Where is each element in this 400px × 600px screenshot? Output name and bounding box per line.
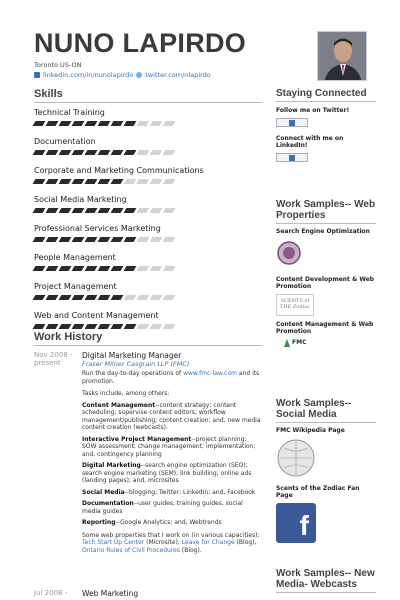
skill-level-segment [150,150,163,155]
skill-level-segment [137,179,150,184]
skill-level-segment [46,121,59,126]
task-item: Documentation--user guides, training guides, social media guides [82,500,243,515]
skill-name: People Management [34,253,116,262]
task-item: Digital Marketing--search engine optimization (SEO); search engine marketing (SEM); link building; online ads (landing pages); and, microsites [82,462,252,484]
task-list [82,402,262,527]
task-item: Social Media--blogging; Twitter; LinkedIn; and, Facebook [82,488,256,496]
property-link[interactable]: Leave for Change [181,539,235,546]
skill-level-segment [72,179,85,184]
web-properties-section [276,199,376,347]
skill-level-segment [150,295,163,300]
skill-level-segment [33,179,46,184]
skill-item [34,108,262,126]
skill-level-segment [98,324,111,329]
twitter-icon [289,120,295,126]
skill-level-bar [34,295,262,300]
skill-level-segment [124,266,137,271]
profile-photo [317,31,367,81]
skills-section [34,88,262,103]
linkedin-icon [34,72,40,78]
linkedin-icon [289,155,295,161]
skill-item [34,253,262,271]
wikipedia-globe-icon[interactable] [276,438,376,482]
skill-level-segment [98,237,111,242]
skill-level-bar [34,208,262,213]
skill-level-segment [59,121,72,126]
property-link[interactable]: Ontario Rules of Civil Procedures [82,546,180,554]
social-media-section [276,398,376,543]
skill-name: Social Media Marketing [34,195,127,204]
job-description [82,589,262,598]
job-intro: Run the day-to-day operations of www.fmc-law.com and its promotion. [82,370,260,385]
skill-level-segment [46,295,59,300]
staying-connected-section [276,88,376,162]
skill-level-segment [150,237,163,242]
skill-level-segment [59,324,72,329]
skill-level-segment [33,121,46,126]
skill-level-segment [163,295,176,300]
person-name: NUNO LAPIRDO [34,28,247,58]
skill-level-segment [59,237,72,242]
skill-level-segment [163,179,176,184]
skill-level-segment [150,266,163,271]
task-item: Interactive Project Management--project planning; SOW assessment; change management; implementation; and, contingency planning [82,435,256,458]
skill-level-segment [85,295,98,300]
web-properties-text: Some web properties that I work on (in various capacities): Tech Start Up Center (Microsite); Leave for Change (Blog), Ontario Rules of Civil Procedures (Blog). [82,531,260,554]
location: Toronto US-ON [34,61,82,69]
skill-level-segment [163,150,176,155]
skill-level-segment [85,237,98,242]
skill-level-segment [137,266,150,271]
sample-label: Content Management & Web Promotion [276,320,374,335]
skill-level-segment [33,237,46,242]
skill-level-segment [137,295,150,300]
skill-level-segment [163,266,176,271]
skill-level-segment [98,295,111,300]
skill-item [34,137,262,155]
sample-label: Scents of the Zodiac Fan Page [276,484,360,499]
linkedin-connect-label: Connect with me on LinkedIn! [276,134,344,149]
skill-level-segment [163,324,176,329]
skill-level-segment [124,150,137,155]
skill-level-bar [34,150,262,155]
linkedin-connect-button[interactable] [276,153,308,162]
skill-level-segment [111,179,124,184]
skill-level-segment [137,150,150,155]
skill-level-segment [85,208,98,213]
skill-level-segment [85,266,98,271]
property-link[interactable]: Tech Start Up Center [82,539,145,546]
skill-level-segment [111,208,124,213]
skill-level-segment [150,121,163,126]
skill-level-segment [163,237,176,242]
skill-level-segment [72,121,85,126]
web-properties-title: Work Samples-- Web Properties [276,199,376,224]
twitter-link[interactable]: twitter.com/nlapirdo [145,71,211,79]
skill-name: Documentation [34,137,96,146]
work-history-title: Work History [34,331,262,346]
skill-level-segment [72,208,85,213]
skill-level-segment [137,324,150,329]
resume-header [34,28,304,79]
skill-level-segment [137,121,150,126]
staying-connected-title: Staying Connected [276,88,376,102]
skill-level-segment [72,150,85,155]
skill-level-segment [111,121,124,126]
skill-level-bar [34,237,262,242]
tasks-label: Tasks include, among others: [82,390,170,397]
skill-name: Corporate and Marketing Communications [34,166,204,175]
facebook-icon[interactable]: f [276,503,316,543]
job-role: Digital Marketing Manager [82,351,182,360]
sample-label: Search Engine Optimization [276,228,370,235]
twitter-follow-button[interactable] [276,118,308,127]
skill-item [34,166,262,184]
skill-level-segment [72,324,85,329]
social-links [34,71,304,79]
skill-level-segment [111,237,124,242]
skill-level-segment [46,237,59,242]
skill-level-segment [33,266,46,271]
job-dates: Nov 2008 - present [34,351,73,367]
sample-label: FMC Wikipedia Page [276,427,345,434]
skill-level-segment [46,208,59,213]
skill-level-segment [111,266,124,271]
skill-level-segment [85,150,98,155]
skill-level-segment [124,121,137,126]
skill-name: Professional Services Marketing [34,224,161,233]
skill-level-bar [34,266,262,271]
job-description [82,351,262,554]
skill-level-segment [98,150,111,155]
skill-item [34,282,262,300]
skill-level-bar [34,324,262,329]
fmc-logo[interactable]: FMC [284,339,376,347]
twitter-icon [136,72,142,78]
work-history-section [34,331,262,346]
skill-level-segment [72,266,85,271]
skill-level-segment [163,208,176,213]
skill-level-segment [33,150,46,155]
skill-level-segment [72,295,85,300]
skill-level-segment [150,179,163,184]
skill-level-segment [33,324,46,329]
skill-level-segment [46,179,59,184]
skill-level-segment [85,121,98,126]
skill-level-bar [34,121,262,126]
skill-level-segment [46,324,59,329]
skill-level-segment [137,237,150,242]
zodiac-logo[interactable]: SCENTS of THE Zodiac [276,294,314,316]
skill-level-segment [85,179,98,184]
skill-level-segment [124,208,137,213]
company-site-link[interactable]: www.fmc-law.com [183,370,237,377]
webcasts-title: Work Samples-- New Media- Webcasts [276,568,376,593]
skill-level-segment [124,237,137,242]
skill-level-segment [59,179,72,184]
skills-title: Skills [34,88,262,103]
skill-level-segment [111,150,124,155]
social-media-title: Work Samples-- Social Media [276,398,376,423]
task-item: Reporting--Google Analytics; and, Webtrends [82,519,222,526]
skill-level-segment [59,295,72,300]
leaf-icon [284,339,290,347]
skill-name: Project Management [34,282,117,291]
skill-level-segment [124,179,137,184]
skill-level-segment [98,179,111,184]
skill-level-segment [111,324,124,329]
sample-label: Content Development & Web Promotion [276,275,375,290]
skill-level-segment [33,295,46,300]
skill-level-segment [59,150,72,155]
skill-level-segment [85,324,98,329]
skill-level-segment [98,266,111,271]
seo-sample-thumbnail[interactable] [276,239,376,271]
skill-level-segment [98,208,111,213]
skill-level-segment [98,121,111,126]
task-item: Content Management--content strategy; content scheduling; supervise content editors; workflow management/publishing; content creation; and, new media content creation (webcasts). [82,401,261,431]
skill-item [34,195,262,213]
skill-level-segment [111,295,124,300]
skill-level-segment [46,266,59,271]
skill-level-segment [59,266,72,271]
skill-level-segment [124,324,137,329]
skill-level-segment [72,237,85,242]
skill-level-segment [150,324,163,329]
skill-item [34,311,262,329]
skill-level-segment [33,208,46,213]
skill-level-segment [150,208,163,213]
job-role: Web Marketing [82,589,139,598]
skill-level-segment [59,208,72,213]
skill-level-segment [124,295,137,300]
skill-level-segment [46,150,59,155]
skill-level-bar [34,179,262,184]
job-company[interactable]: Fraser Milner Casgrain LLP (FMC) [82,360,190,368]
skill-name: Technical Training [34,108,105,117]
skill-name: Web and Content Management [34,311,159,320]
linkedin-link[interactable]: linkedin.com/in/nunolapirdo [43,71,134,79]
twitter-follow-label: Follow me on Twitter! [276,107,350,114]
skill-level-segment [137,208,150,213]
skill-level-segment [163,121,176,126]
webcasts-section [276,568,376,593]
job-dates: Jul 2008 - [34,589,68,597]
skill-item [34,224,262,242]
